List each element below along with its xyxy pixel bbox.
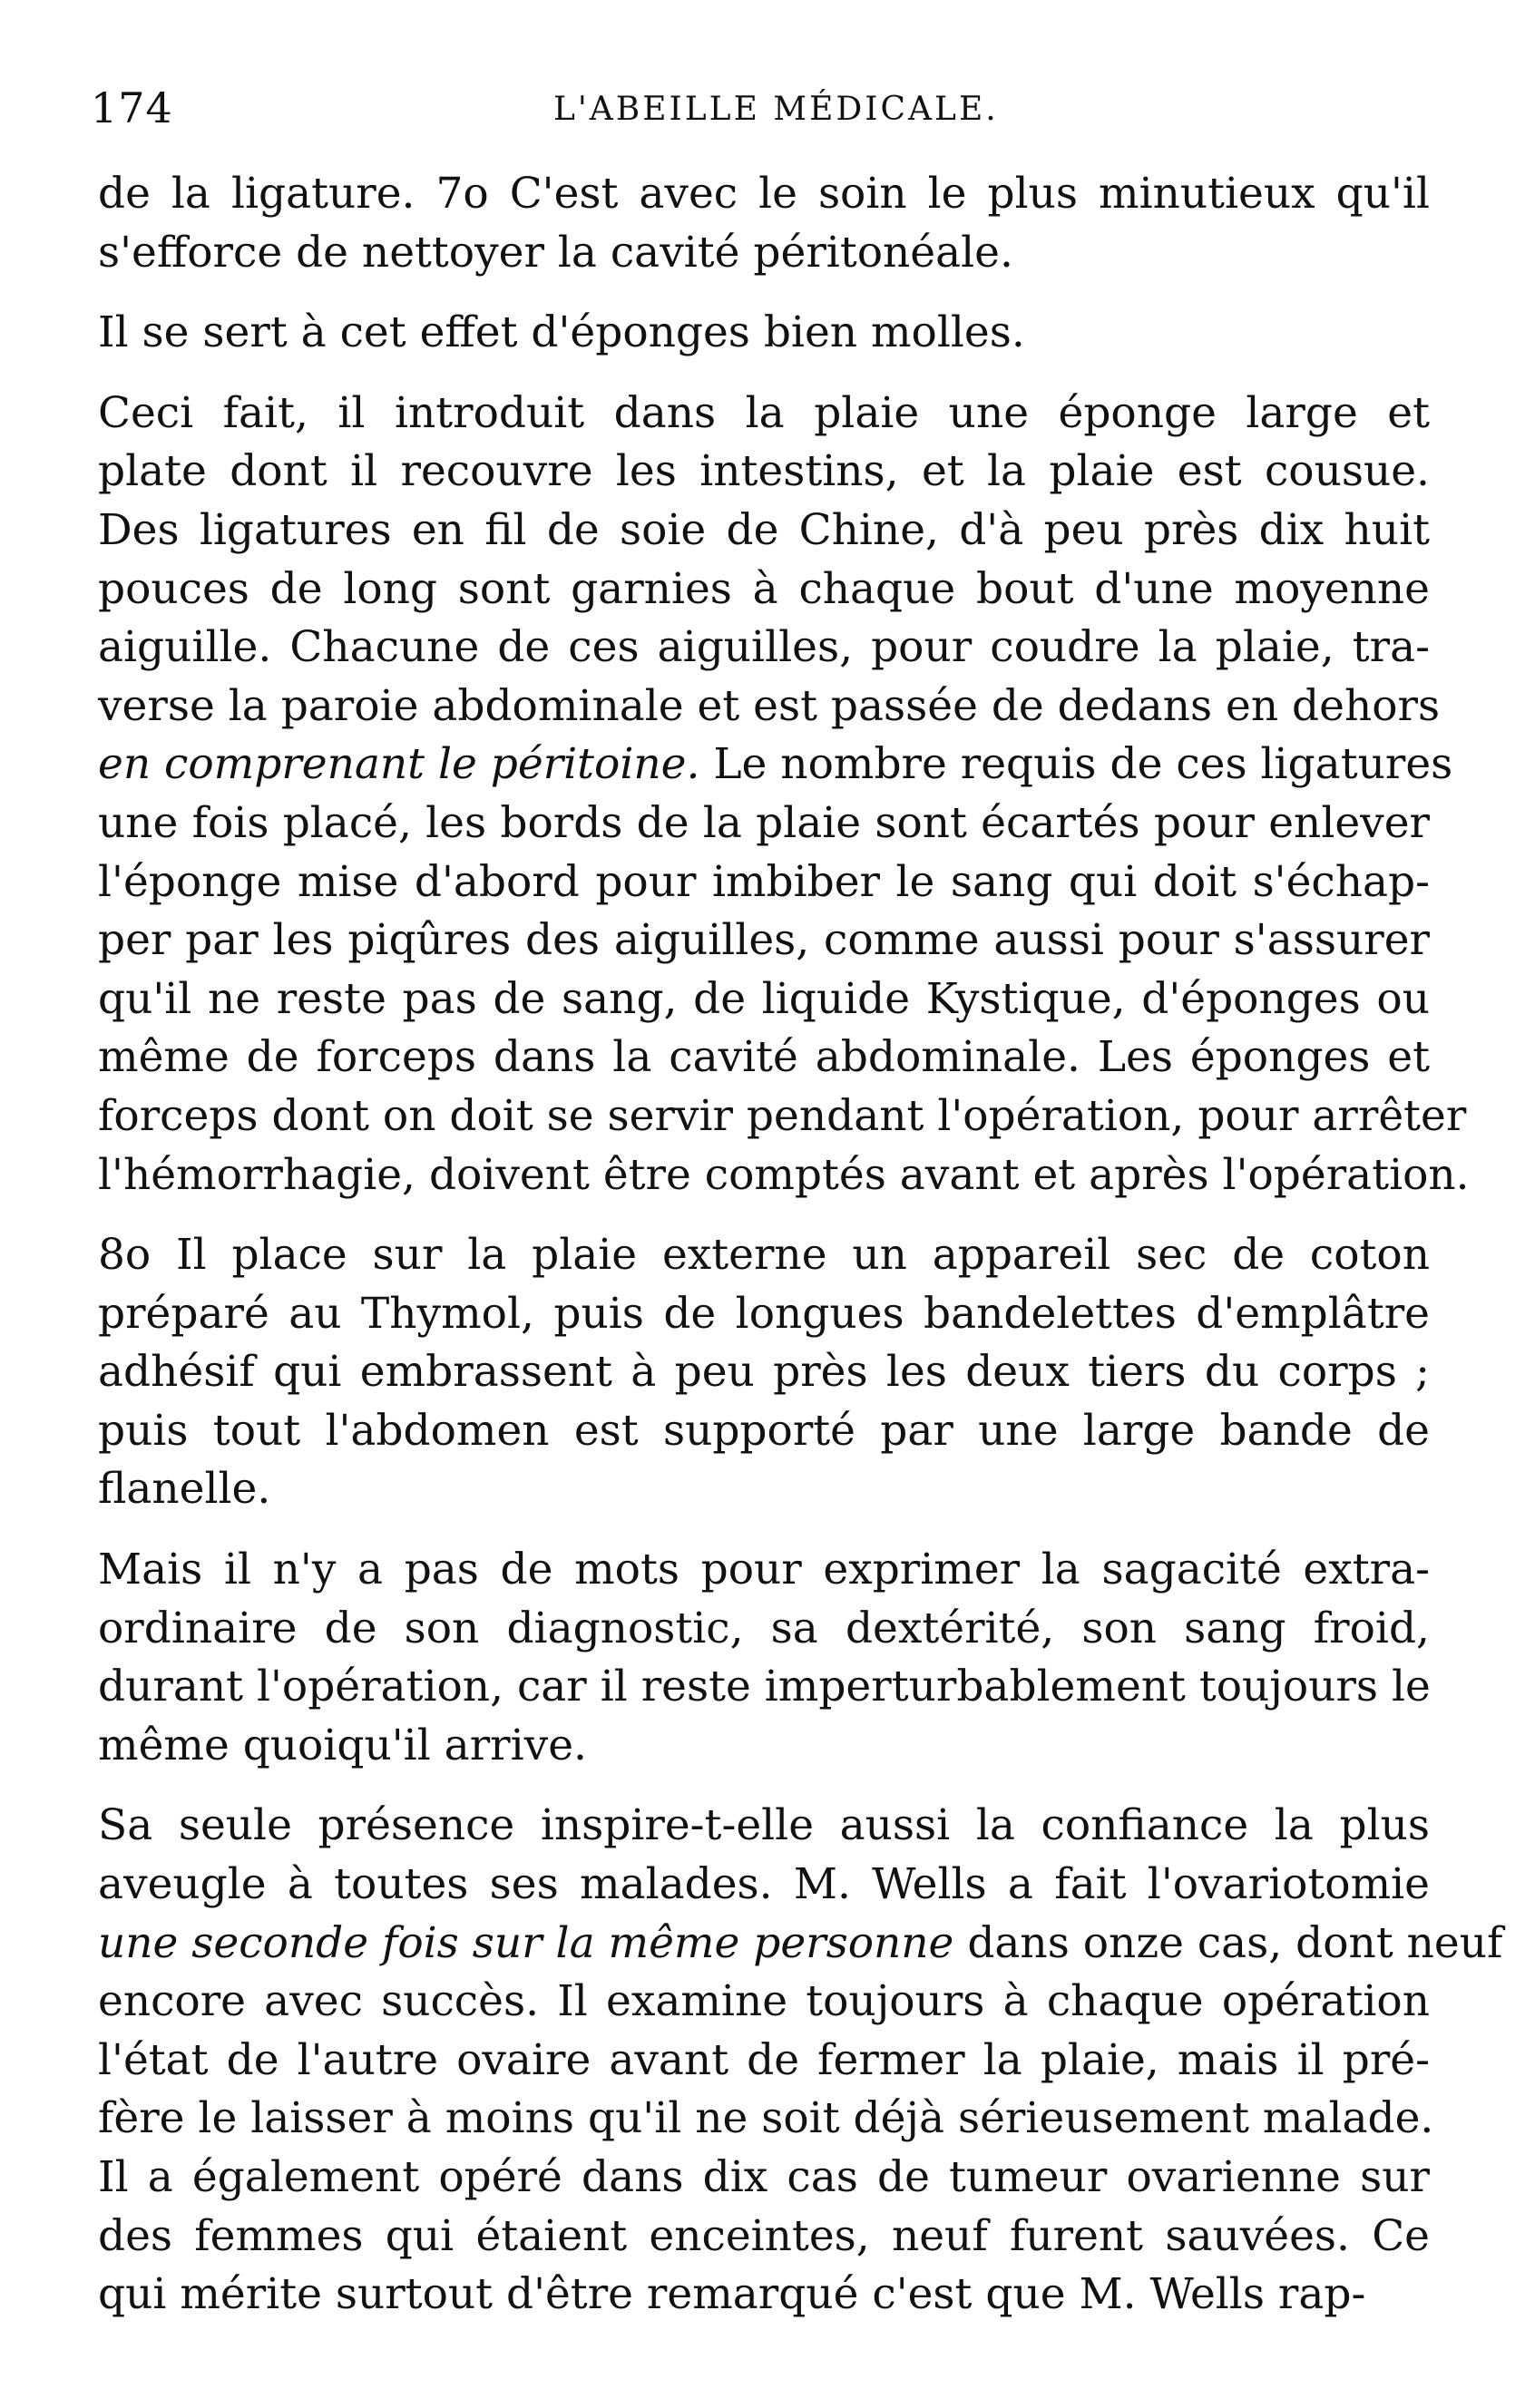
text-line — [98, 736, 1453, 795]
text-line — [98, 2266, 1430, 2325]
line-text: Des ligatures en fil de soie de Chine, d'à peu près dix huit — [98, 504, 1430, 555]
journal-title: L'ABEILLE MÉDICALE. — [553, 91, 999, 128]
body-text — [98, 165, 1503, 2325]
running-head — [91, 83, 1433, 147]
line-text: l'hémorrhagie, doivent être comptés avant et après l'opération. — [98, 1149, 1470, 1200]
text-line — [98, 385, 1430, 444]
text-line — [98, 1402, 1430, 1461]
text-line — [98, 1029, 1430, 1087]
text-line — [98, 2090, 1434, 2149]
text-line — [98, 853, 1430, 912]
line-text: flanelle. — [98, 1464, 271, 1515]
text-line — [98, 1658, 1430, 1717]
text-line — [98, 304, 1430, 363]
line-text: de la ligature. 7o C'est avec le soin le plus minutieux qu'il — [98, 169, 1430, 219]
line-text: Ceci fait, il introduit dans la plaie une éponge large et — [98, 387, 1430, 438]
paragraph — [98, 1226, 1430, 1519]
text-line — [98, 619, 1430, 678]
paragraph — [98, 165, 1430, 282]
text-line — [98, 443, 1430, 502]
line-text: aveugle à toutes ses malades. M. Wells a fait l'ovariotomie — [98, 1859, 1430, 1910]
line-text: per par les piqûres des aiguilles, comme aussi pour s'assurer — [98, 915, 1430, 966]
line-text: Il a également opéré dans dix cas de tumeur ovarienne sur — [98, 2152, 1430, 2202]
text-line — [98, 1797, 1430, 1856]
line-text: durant l'opération, car il reste imperturbablement toujours le — [98, 1662, 1431, 1712]
text-line — [98, 1343, 1430, 1402]
text-line — [98, 1146, 1470, 1205]
line-text: qu'il ne reste pas de sang, de liquide Kystique, d'éponges ou — [98, 973, 1430, 1024]
line-text: dans onze cas, dont neuf — [953, 1917, 1503, 1968]
line-text: fère le laisser à moins qu'il ne soit déjà sérieusement malade. — [98, 2093, 1434, 2144]
page-number: 174 — [91, 83, 173, 132]
line-text: 8o Il place sur la plaie externe un appareil sec de coton — [98, 1230, 1430, 1281]
text-line — [98, 1717, 1430, 1776]
italic-text: une seconde fois sur la même personne — [98, 1917, 954, 1968]
line-text: pouces de long sont garnies à chaque bout d'une moyenne — [98, 563, 1430, 614]
paragraph — [98, 385, 1470, 1204]
text-line — [98, 224, 1430, 283]
line-text: puis tout l'abdomen est supporté par une large bande de — [98, 1405, 1430, 1456]
line-text: ordinaire de son diagnostic, sa dextérité, son sang froid, — [98, 1603, 1430, 1653]
line-text: même de forceps dans la cavité abdominale. Les éponges et — [98, 1032, 1430, 1083]
line-text: Mais il n'y a pas de mots pour exprimer la sagacité extra- — [98, 1545, 1430, 1595]
text-line — [98, 1973, 1430, 2032]
text-line — [98, 502, 1430, 561]
line-text: plate dont il recouvre les intestins, et la plaie est cousue. — [98, 446, 1430, 497]
line-text: l'état de l'autre ovaire avant de fermer la plaie, mais il pré- — [98, 2034, 1430, 2085]
text-line — [98, 1285, 1430, 1344]
line-text: Sa seule présence inspire-t-elle aussi la confiance la plus — [98, 1800, 1430, 1851]
line-text: s'efforce de nettoyer la cavité péritonéale. — [98, 227, 1013, 278]
text-line — [98, 2149, 1430, 2208]
text-line — [98, 1226, 1430, 1285]
line-text: Le nombre requis de ces ligatures — [699, 739, 1453, 790]
italic-text: en comprenant le péritoine. — [98, 739, 700, 790]
line-text: Il se sert à cet effet d'éponges bien molles. — [98, 307, 1025, 358]
line-text: des femmes qui étaient enceintes, neuf furent sauvées. Ce — [98, 2210, 1430, 2261]
text-line — [98, 1087, 1467, 1146]
text-line — [98, 2032, 1430, 2091]
paragraph — [98, 1541, 1430, 1775]
text-line — [98, 1915, 1503, 1974]
line-text: qui mérite surtout d'être remarqué c'est que M. Wells rap- — [98, 2269, 1366, 2320]
paragraph — [98, 304, 1430, 363]
line-text: aiguille. Chacune de ces aiguilles, pour coudre la plaie, tra- — [98, 622, 1430, 673]
text-line — [98, 561, 1430, 619]
line-text: une fois placé, les bords de la plaie sont écartés pour enlever — [98, 797, 1430, 848]
line-text: préparé au Thymol, puis de longues bandelettes d'emplâtre — [98, 1288, 1430, 1339]
line-text: adhésif qui embrassent à peu près les deux tiers du corps ; — [98, 1347, 1430, 1398]
paragraph — [98, 1797, 1503, 2324]
text-line — [98, 678, 1441, 736]
text-line — [98, 1460, 1430, 1519]
line-text: même quoiqu'il arrive. — [98, 1720, 587, 1770]
text-line — [98, 2208, 1430, 2267]
line-text: forceps dont on doit se servir pendant l'opération, pour arrêter — [98, 1090, 1467, 1141]
text-line — [98, 1856, 1430, 1915]
text-line — [98, 1541, 1430, 1600]
text-line — [98, 970, 1430, 1029]
text-line — [98, 912, 1430, 970]
line-text: verse la paroie abdominale et est passée de dedans en dehors — [98, 680, 1441, 731]
text-line — [98, 1600, 1430, 1659]
text-line — [98, 165, 1430, 224]
line-text: l'éponge mise d'abord pour imbiber le sang qui doit s'échap- — [98, 856, 1430, 907]
line-text: encore avec succès. Il examine toujours à chaque opération — [98, 1976, 1430, 2027]
text-line — [98, 795, 1430, 853]
